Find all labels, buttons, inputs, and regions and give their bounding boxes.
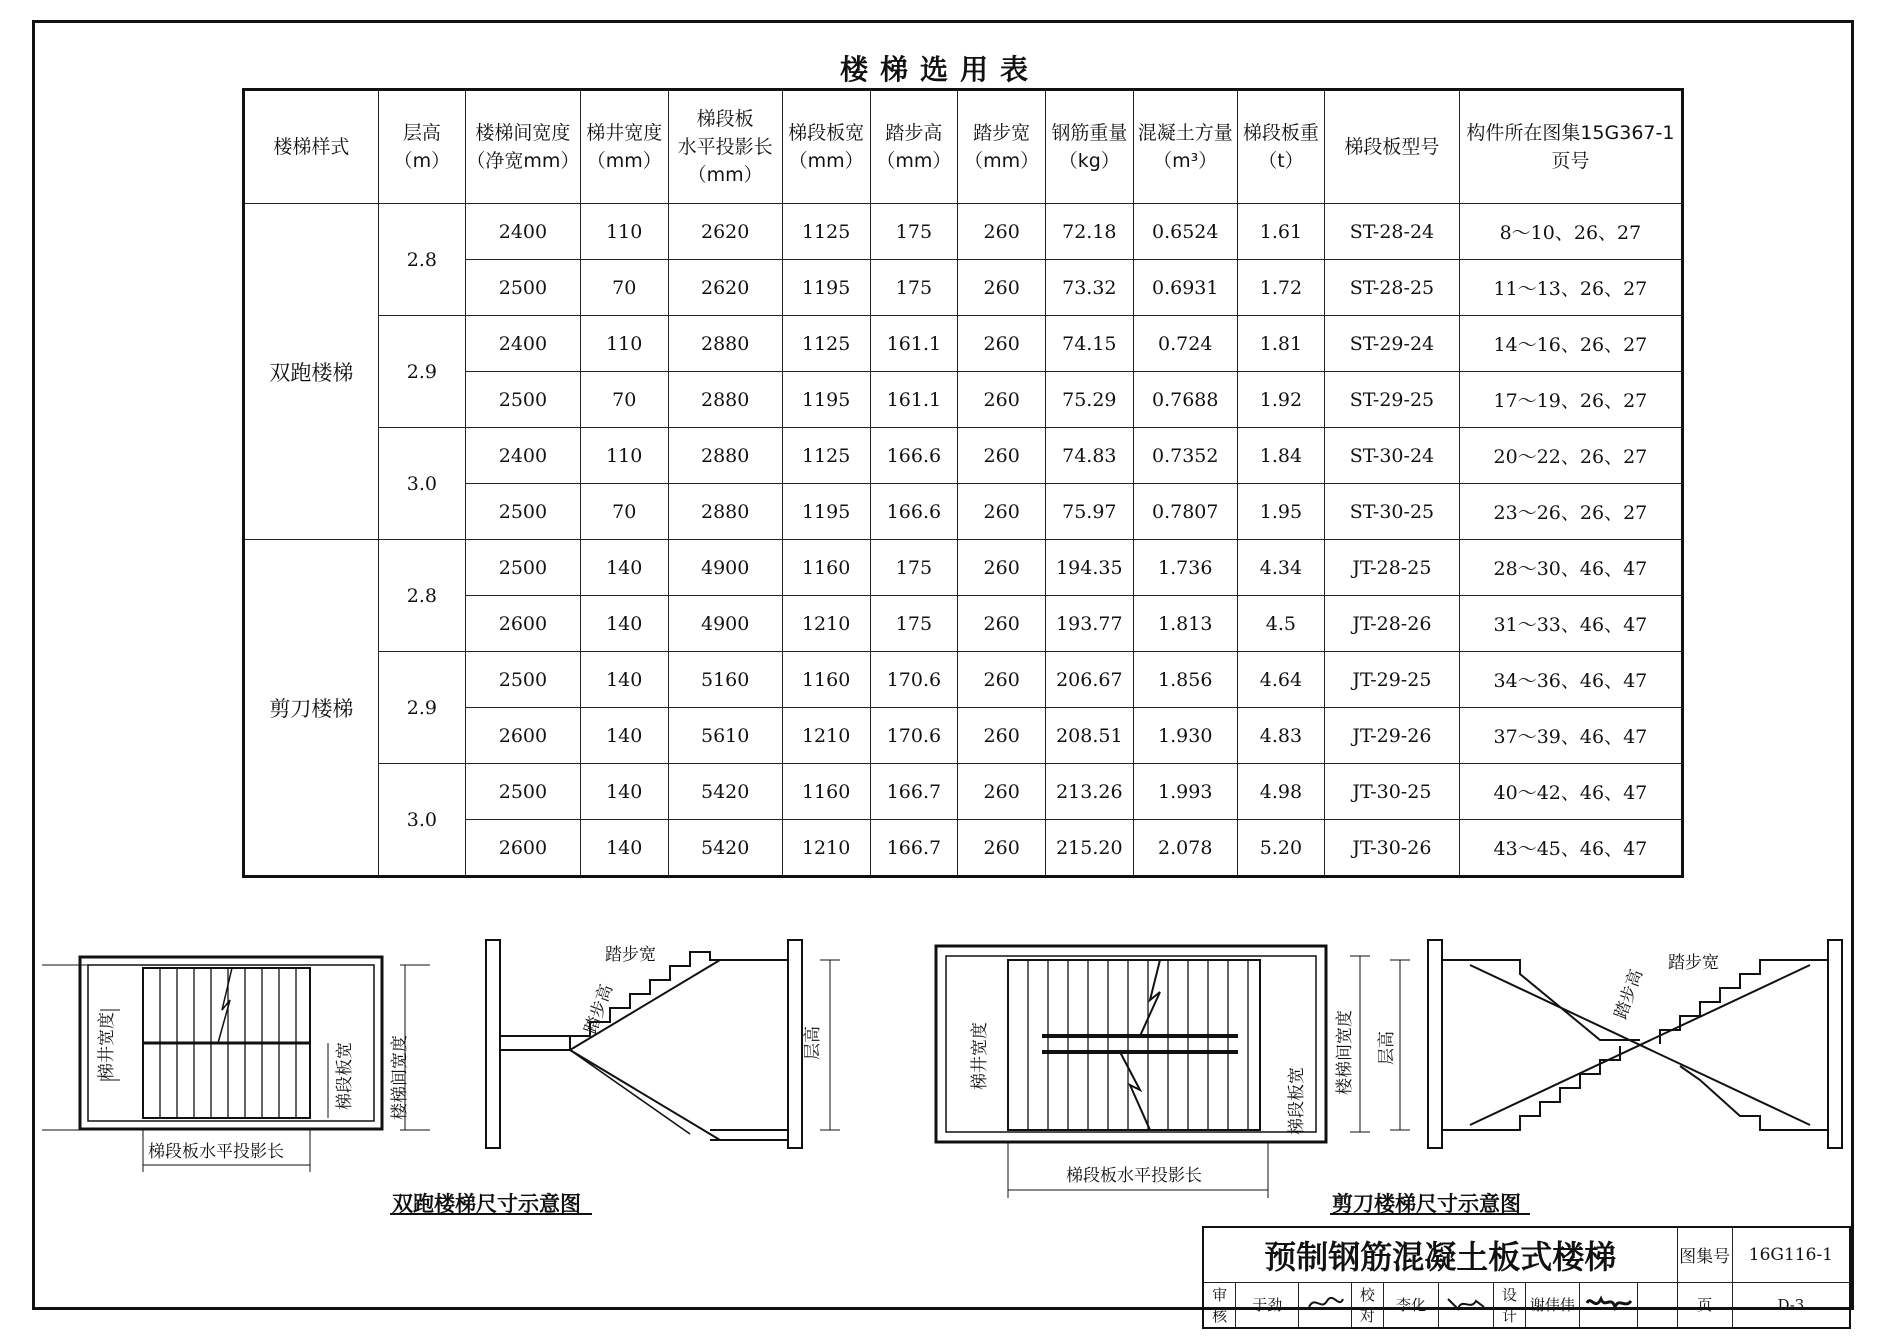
reviewer-signature bbox=[1299, 1282, 1352, 1328]
table-cell: 2880 bbox=[668, 372, 782, 428]
table-cell: 170.6 bbox=[870, 708, 958, 764]
table-cell: 4.5 bbox=[1237, 596, 1324, 652]
table-cell: 70 bbox=[580, 260, 668, 316]
table-cell: 260 bbox=[958, 596, 1046, 652]
atlas-label: 图集号 bbox=[1677, 1227, 1732, 1282]
table-cell: 213.26 bbox=[1046, 764, 1134, 820]
table-cell: 1.84 bbox=[1237, 428, 1324, 484]
table-cell: 1195 bbox=[782, 484, 870, 540]
header-line: 踏步宽 bbox=[973, 122, 1031, 144]
table-cell: 14～16、26、27 bbox=[1459, 316, 1682, 372]
table-cell: 140 bbox=[580, 764, 668, 820]
table-cell: 166.6 bbox=[870, 484, 958, 540]
table-cell: 0.7688 bbox=[1133, 372, 1237, 428]
table-cell: JT-29-25 bbox=[1324, 652, 1459, 708]
table-cell: 1160 bbox=[782, 540, 870, 596]
table-cell: 1210 bbox=[782, 820, 870, 877]
table-cell: 260 bbox=[958, 372, 1046, 428]
header-line: 梯段板 bbox=[696, 108, 754, 130]
table-cell: JT-29-26 bbox=[1324, 708, 1459, 764]
check-label: 校对 bbox=[1351, 1282, 1383, 1328]
header-line: （mm） bbox=[687, 164, 763, 186]
table-cell: 0.724 bbox=[1133, 316, 1237, 372]
table-cell: 8～10、26、27 bbox=[1459, 204, 1682, 260]
table-cell: 28～30、46、47 bbox=[1459, 540, 1682, 596]
table-cell: 1195 bbox=[782, 372, 870, 428]
table-cell: 5420 bbox=[668, 764, 782, 820]
table-cell: ST-30-25 bbox=[1324, 484, 1459, 540]
table-cell: 161.1 bbox=[870, 316, 958, 372]
table-cell: ST-29-24 bbox=[1324, 316, 1459, 372]
header-line: 层高 bbox=[402, 122, 441, 144]
table-cell: 31～33、46、47 bbox=[1459, 596, 1682, 652]
table-cell: 2500 bbox=[466, 652, 581, 708]
table-cell: 110 bbox=[580, 428, 668, 484]
header-line: （mm） bbox=[788, 150, 864, 172]
scissor-horiz-len-label: 梯段板水平投影长 bbox=[1066, 1166, 1202, 1186]
table-cell: 43～45、46、47 bbox=[1459, 820, 1682, 877]
table-cell: 2500 bbox=[466, 764, 581, 820]
table-cell: 1.736 bbox=[1133, 540, 1237, 596]
table-cell: 1210 bbox=[782, 596, 870, 652]
table-cell: 0.6931 bbox=[1133, 260, 1237, 316]
double-room-width-label: 楼梯间宽度 bbox=[390, 1035, 410, 1120]
table-cell: 166.7 bbox=[870, 820, 958, 877]
table-cell: 260 bbox=[958, 316, 1046, 372]
table-cell: 1.81 bbox=[1237, 316, 1324, 372]
table-cell: 1195 bbox=[782, 260, 870, 316]
page-label: 页 bbox=[1677, 1282, 1732, 1328]
table-cell: 260 bbox=[958, 484, 1046, 540]
table-cell: 72.18 bbox=[1046, 204, 1134, 260]
table-cell: 5610 bbox=[668, 708, 782, 764]
table-cell: 2600 bbox=[466, 820, 581, 877]
spacer-cell bbox=[1638, 1282, 1677, 1328]
table-cell: ST-28-24 bbox=[1324, 204, 1459, 260]
table-cell: 70 bbox=[580, 372, 668, 428]
table-cell: 110 bbox=[580, 316, 668, 372]
double-step-width-label: 踏步宽 bbox=[605, 945, 656, 965]
table-cell: 1.95 bbox=[1237, 484, 1324, 540]
table-cell: 4.98 bbox=[1237, 764, 1324, 820]
floor-height-cell: 3.0 bbox=[378, 764, 465, 877]
table-cell: 37～39、46、47 bbox=[1459, 708, 1682, 764]
table-cell: 1.856 bbox=[1133, 652, 1237, 708]
table-cell: 1210 bbox=[782, 708, 870, 764]
table-cell: 0.7352 bbox=[1133, 428, 1237, 484]
table-cell: ST-29-25 bbox=[1324, 372, 1459, 428]
table-cell: 1.61 bbox=[1237, 204, 1324, 260]
table-cell: 260 bbox=[958, 204, 1046, 260]
table-cell: 1125 bbox=[782, 204, 870, 260]
table-cell: 4.83 bbox=[1237, 708, 1324, 764]
scissor-floor-height-label: 层高 bbox=[1377, 1031, 1397, 1065]
table-cell: 215.20 bbox=[1046, 820, 1134, 877]
table-cell: 110 bbox=[580, 204, 668, 260]
double-floor-height-label: 层高 bbox=[803, 1026, 823, 1060]
designer-name: 谢伟伟 bbox=[1526, 1282, 1579, 1328]
header-line: （m³） bbox=[1153, 150, 1218, 172]
stair-style-cell: 剪刀楼梯 bbox=[244, 540, 379, 877]
designer-signature bbox=[1579, 1282, 1638, 1328]
table-cell: 1.92 bbox=[1237, 372, 1324, 428]
stair-style-cell: 双跑楼梯 bbox=[244, 204, 379, 540]
table-cell: 2880 bbox=[668, 316, 782, 372]
table-cell: 5.20 bbox=[1237, 820, 1324, 877]
table-cell: 1160 bbox=[782, 652, 870, 708]
double-horiz-len-label: 梯段板水平投影长 bbox=[148, 1142, 284, 1162]
table-cell: JT-30-25 bbox=[1324, 764, 1459, 820]
scissor-step-width-label: 踏步宽 bbox=[1668, 953, 1719, 973]
scissor-step-height-label: 踏步高 bbox=[1610, 966, 1648, 1022]
table-cell: 170.6 bbox=[870, 652, 958, 708]
header-line: 楼梯间宽度 bbox=[475, 122, 571, 144]
floor-height-cell: 2.8 bbox=[378, 540, 465, 652]
table-cell: 34～36、46、47 bbox=[1459, 652, 1682, 708]
table-cell: 4900 bbox=[668, 540, 782, 596]
floor-height-cell: 2.9 bbox=[378, 316, 465, 428]
table-cell: 2400 bbox=[466, 204, 581, 260]
table-cell: ST-30-24 bbox=[1324, 428, 1459, 484]
design-label: 设计 bbox=[1493, 1282, 1525, 1328]
header-line: （mm） bbox=[964, 150, 1040, 172]
table-cell: 74.15 bbox=[1046, 316, 1134, 372]
scissor-well-width-label: 梯井宽度 bbox=[970, 1022, 990, 1090]
scissor-section bbox=[1390, 940, 1842, 1148]
table-cell: 260 bbox=[958, 260, 1046, 316]
header-line: （kg） bbox=[1058, 150, 1120, 172]
table-cell: 17～19、26、27 bbox=[1459, 372, 1682, 428]
double-well-width-label: 梯井宽度 bbox=[97, 1012, 117, 1080]
header-line: （净宽mm） bbox=[466, 150, 580, 172]
table-cell: JT-28-25 bbox=[1324, 540, 1459, 596]
table-cell: 194.35 bbox=[1046, 540, 1134, 596]
table-cell: 1125 bbox=[782, 428, 870, 484]
review-label: 审核 bbox=[1203, 1282, 1236, 1328]
table-cell: 2500 bbox=[466, 372, 581, 428]
table-cell: 75.29 bbox=[1046, 372, 1134, 428]
table-cell: 2.078 bbox=[1133, 820, 1237, 877]
table-cell: 23～26、26、27 bbox=[1459, 484, 1682, 540]
table-cell: 2600 bbox=[466, 708, 581, 764]
header-line: （t） bbox=[1258, 150, 1304, 172]
table-cell: 75.97 bbox=[1046, 484, 1134, 540]
table-cell: 2880 bbox=[668, 484, 782, 540]
header-line: 踏步高 bbox=[885, 122, 943, 144]
table-cell: 74.83 bbox=[1046, 428, 1134, 484]
table-cell: 1.72 bbox=[1237, 260, 1324, 316]
table-cell: 2500 bbox=[466, 484, 581, 540]
table-cell: 206.67 bbox=[1046, 652, 1134, 708]
table-cell: 2880 bbox=[668, 428, 782, 484]
double-run-section bbox=[486, 940, 840, 1148]
table-cell: 70 bbox=[580, 484, 668, 540]
table-cell: 2600 bbox=[466, 596, 581, 652]
table-cell: 5160 bbox=[668, 652, 782, 708]
table-cell: 161.1 bbox=[870, 372, 958, 428]
table-cell: 140 bbox=[580, 596, 668, 652]
table-cell: 2400 bbox=[466, 316, 581, 372]
table-cell: 4.64 bbox=[1237, 652, 1324, 708]
table-cell: 5420 bbox=[668, 820, 782, 877]
header-line: 梯段板重 bbox=[1242, 122, 1319, 144]
header-line: 页号 bbox=[1551, 150, 1590, 172]
table-cell: 208.51 bbox=[1046, 708, 1134, 764]
table-cell: 140 bbox=[580, 820, 668, 877]
table-cell: 140 bbox=[580, 708, 668, 764]
table-cell: 175 bbox=[870, 596, 958, 652]
table-cell: 175 bbox=[870, 260, 958, 316]
title-block bbox=[1202, 1226, 1851, 1329]
reviewer-name: 于劲 bbox=[1236, 1282, 1299, 1328]
drawing-title: 预制钢筋混凝土板式楼梯 bbox=[1203, 1227, 1677, 1282]
table-cell: 260 bbox=[958, 652, 1046, 708]
table-cell: 2500 bbox=[466, 260, 581, 316]
table-cell: 260 bbox=[958, 540, 1046, 596]
header-line: 楼梯样式 bbox=[273, 136, 350, 158]
table-cell: 0.7807 bbox=[1133, 484, 1237, 540]
table-cell: 140 bbox=[580, 652, 668, 708]
table-cell: 0.6524 bbox=[1133, 204, 1237, 260]
header-line: 混凝土方量 bbox=[1137, 122, 1233, 144]
table-cell: 4.34 bbox=[1237, 540, 1324, 596]
floor-height-cell: 2.9 bbox=[378, 652, 465, 764]
table-cell: 260 bbox=[958, 764, 1046, 820]
table-cell: 20～22、26、27 bbox=[1459, 428, 1682, 484]
table-cell: JT-28-26 bbox=[1324, 596, 1459, 652]
header-line: （mm） bbox=[586, 150, 662, 172]
table-cell: 166.7 bbox=[870, 764, 958, 820]
header-line: （m） bbox=[393, 150, 451, 172]
table-cell: 1.993 bbox=[1133, 764, 1237, 820]
table-cell: 2620 bbox=[668, 260, 782, 316]
table-cell: 175 bbox=[870, 540, 958, 596]
scissor-room-width-label: 楼梯间宽度 bbox=[1335, 1010, 1355, 1095]
table-cell: 140 bbox=[580, 540, 668, 596]
page-number: D-3 bbox=[1732, 1282, 1850, 1328]
table-cell: 166.6 bbox=[870, 428, 958, 484]
table-cell: ST-28-25 bbox=[1324, 260, 1459, 316]
double-step-height-label: 踏步高 bbox=[580, 981, 618, 1037]
header-line: 梯段板宽 bbox=[788, 122, 865, 144]
table-cell: 260 bbox=[958, 820, 1046, 877]
floor-height-cell: 2.8 bbox=[378, 204, 465, 316]
table-cell: 11～13、26、27 bbox=[1459, 260, 1682, 316]
table-cell: 2620 bbox=[668, 204, 782, 260]
header-line: 梯段板型号 bbox=[1344, 136, 1440, 158]
header-line: 构件所在图集15G367-1 bbox=[1466, 122, 1675, 144]
table-cell: 40～42、46、47 bbox=[1459, 764, 1682, 820]
table-cell: 1.813 bbox=[1133, 596, 1237, 652]
table-cell: 2400 bbox=[466, 428, 581, 484]
table-title: 楼梯选用表 bbox=[839, 53, 1040, 86]
checker-signature bbox=[1439, 1282, 1494, 1328]
header-line: （mm） bbox=[876, 150, 952, 172]
table-cell: 2500 bbox=[466, 540, 581, 596]
table-cell: 260 bbox=[958, 428, 1046, 484]
table-cell: 4900 bbox=[668, 596, 782, 652]
double-run-caption: 双跑楼梯尺寸示意图 bbox=[392, 1192, 581, 1216]
table-cell: 1125 bbox=[782, 316, 870, 372]
table-cell: 193.77 bbox=[1046, 596, 1134, 652]
scissor-caption: 剪刀楼梯尺寸示意图 bbox=[1332, 1192, 1521, 1216]
floor-height-cell: 3.0 bbox=[378, 428, 465, 540]
table-cell: 1160 bbox=[782, 764, 870, 820]
checker-name: 李化 bbox=[1384, 1282, 1439, 1328]
scissor-board-width-label: 梯段板宽 bbox=[1287, 1067, 1307, 1135]
header-line: 钢筋重量 bbox=[1051, 122, 1128, 144]
table-cell: 175 bbox=[870, 204, 958, 260]
table-cell: JT-30-26 bbox=[1324, 820, 1459, 877]
table-cell: 73.32 bbox=[1046, 260, 1134, 316]
table-cell: 260 bbox=[958, 708, 1046, 764]
table-cell: 1.930 bbox=[1133, 708, 1237, 764]
atlas-number: 16G116-1 bbox=[1732, 1227, 1850, 1282]
double-board-width-label: 梯段板宽 bbox=[335, 1042, 355, 1110]
header-line: 水平投影长 bbox=[677, 136, 773, 158]
header-line: 梯井宽度 bbox=[586, 122, 663, 144]
